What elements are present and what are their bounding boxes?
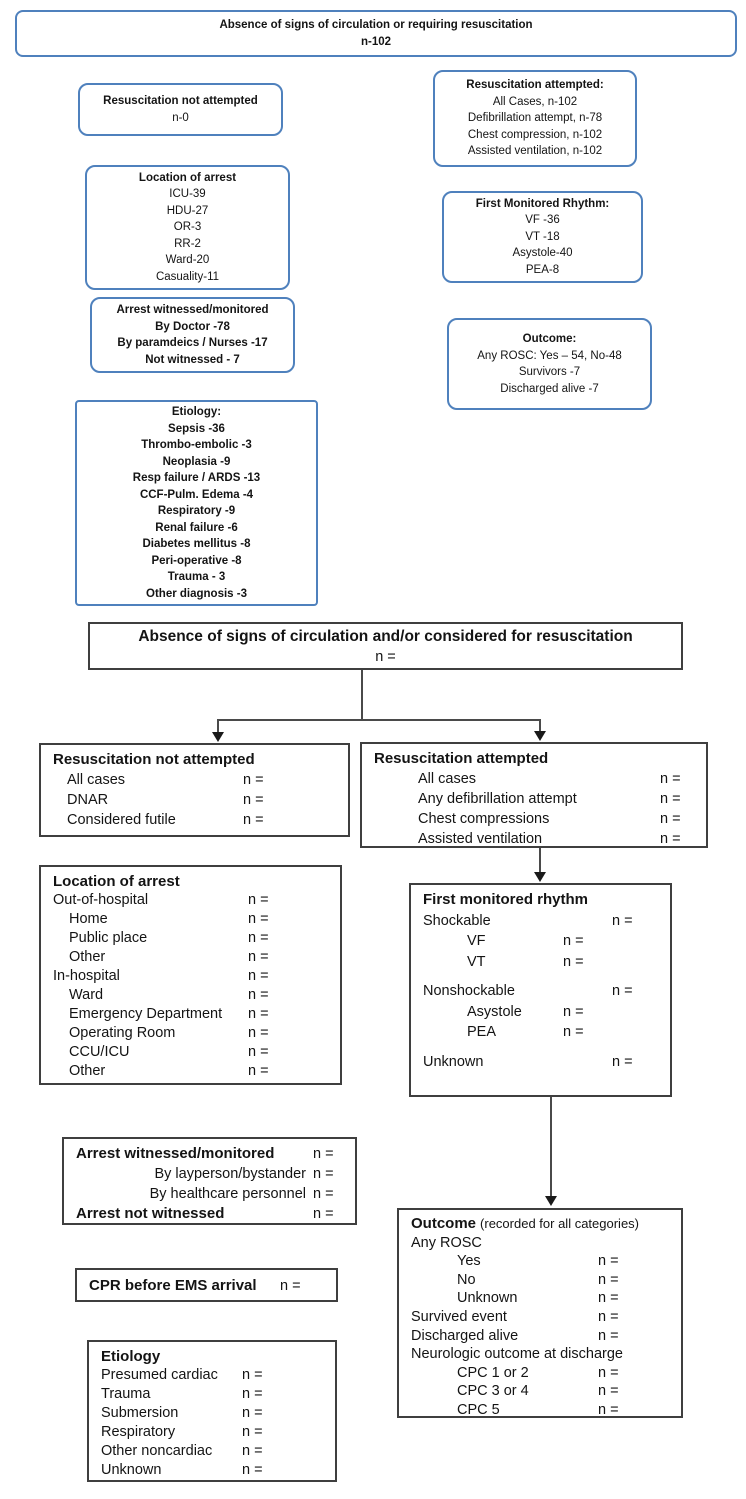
n-value: n = (313, 1206, 334, 1222)
n-value: n = (612, 912, 633, 929)
connector-line (217, 719, 541, 721)
list-item: Chest compression, n-102 (467, 128, 603, 141)
field-label: Survived event (411, 1308, 507, 1325)
n-value: n = (660, 771, 681, 787)
n-value: n-102 (360, 35, 392, 48)
field-row (411, 1234, 669, 1253)
field-row (53, 910, 328, 929)
n-value: n = (248, 911, 269, 927)
field-row (76, 1184, 334, 1204)
field-label: VT (467, 953, 486, 970)
box-title: Etiology (101, 1348, 161, 1365)
field-row (101, 1442, 323, 1461)
n-value: n-0 (172, 111, 189, 124)
list-item: By paramdeics / Nurses -17 (117, 337, 268, 349)
n-value: n = (598, 1383, 619, 1400)
list-item: Asystole-40 (512, 247, 573, 260)
field-row (423, 1052, 658, 1073)
field-row (76, 1204, 343, 1224)
box-title: Resuscitation not attempted (103, 95, 258, 107)
template-box-header (88, 622, 683, 670)
n-value: n = (598, 1364, 619, 1381)
list-item: Sepsis -36 (168, 422, 225, 435)
field-row (53, 948, 328, 967)
list-item: Survivors -7 (518, 366, 581, 378)
n-value: n = (563, 953, 584, 970)
box-subtitle: (recorded for all categories) (480, 1216, 640, 1231)
list-item: Assisted ventilation, n-102 (467, 145, 603, 158)
field-row (53, 967, 328, 986)
spacer (423, 972, 658, 981)
field-label: Other noncardiac (101, 1443, 213, 1459)
template-box-outcome (397, 1208, 683, 1418)
flow-box-outcome (447, 318, 652, 410)
list-item: Ward-20 (165, 254, 210, 267)
field-row (53, 810, 336, 830)
list-item: Casuality-11 (155, 270, 220, 283)
n-value: n = (243, 792, 264, 808)
field-row (101, 1366, 323, 1385)
field-label: No (457, 1271, 476, 1288)
list-item: Discharged alive -7 (500, 382, 599, 395)
field-row (89, 1275, 324, 1297)
list-item: By Doctor -78 (155, 320, 230, 333)
n-value: n = (598, 1290, 619, 1307)
field-row (423, 952, 658, 973)
list-item: Peri-operative -8 (151, 554, 242, 567)
n-value: n = (375, 649, 396, 665)
n-value: n = (243, 772, 264, 788)
field-label: In-hospital (53, 968, 120, 984)
field-row (411, 1271, 669, 1290)
field-label: Shockable (423, 912, 491, 929)
list-item: Not witnessed - 7 (145, 353, 240, 366)
field-label: Arrest not witnessed (76, 1205, 225, 1222)
list-item: Trauma - 3 (167, 571, 226, 583)
n-value: n = (248, 987, 269, 1003)
n-value: n = (248, 1063, 269, 1079)
field-label: Neurologic outcome at discharge (411, 1346, 623, 1363)
field-label: Trauma (101, 1386, 151, 1402)
field-label: Submersion (101, 1405, 179, 1421)
box-title: Absence of signs of circulation and/or considered for resuscitation (138, 628, 633, 645)
list-item: HDU-27 (166, 204, 209, 217)
field-label: Other (69, 949, 106, 965)
n-value: n = (242, 1424, 263, 1440)
field-row (101, 1385, 323, 1404)
connector-line (539, 848, 541, 873)
box-title: Absence of signs of circulation or requiring resuscitation (219, 19, 533, 31)
flow-box-resuscitation-attempted (433, 70, 637, 167)
list-item: Diabetes mellitus -8 (142, 538, 251, 550)
field-label: Other (69, 1063, 106, 1079)
box-title: Resuscitation attempted: (466, 79, 604, 92)
field-row (53, 929, 328, 948)
field-label: Public place (69, 930, 148, 946)
flow-box-resuscitation-not-attempted (78, 83, 283, 136)
field-row (53, 986, 328, 1005)
field-label: Nonshockable (423, 983, 515, 999)
box-title: Etiology: (171, 406, 222, 418)
field-row (411, 1252, 669, 1271)
field-label: Unknown (101, 1462, 162, 1478)
field-row (374, 809, 694, 829)
field-row (101, 1423, 323, 1442)
field-row (76, 1164, 334, 1184)
n-value: n = (248, 968, 269, 984)
n-value: n = (598, 1308, 619, 1325)
field-row (53, 790, 336, 810)
n-value: n = (598, 1253, 619, 1270)
field-label: Operating Room (69, 1025, 176, 1041)
template-box-location-of-arrest (39, 865, 342, 1085)
field-row (53, 1043, 328, 1062)
field-row (101, 1461, 323, 1480)
field-row (411, 1345, 669, 1364)
field-label: DNAR (67, 792, 109, 808)
field-row (411, 1327, 669, 1346)
field-label: Discharged alive (411, 1327, 519, 1344)
list-item: Thrombo-embolic -3 (141, 439, 252, 451)
n-value: n = (248, 1006, 269, 1022)
box-title: Resuscitation not attempted (53, 751, 255, 768)
field-label: Ward (69, 987, 104, 1003)
n-value: n = (598, 1327, 619, 1344)
field-label: VF (467, 933, 486, 949)
list-item: VF -36 (525, 214, 560, 227)
field-label: Unknown (423, 1053, 484, 1070)
template-box-arrest-witnessed (62, 1137, 357, 1225)
n-value: n = (598, 1401, 619, 1418)
list-item: Any ROSC: Yes – 54, No-48 (477, 349, 622, 362)
list-item: Defibrillation attempt, n-78 (467, 112, 603, 125)
field-label: Respiratory (101, 1424, 176, 1440)
field-row (53, 1062, 328, 1081)
field-label: CPC 5 (457, 1401, 500, 1418)
list-item: ICU-39 (169, 188, 206, 201)
arrow-down-icon (534, 731, 546, 741)
field-row (411, 1308, 669, 1327)
field-row (53, 1024, 328, 1043)
n-value: n = (313, 1166, 334, 1182)
flow-box-arrest-witnessed (90, 297, 295, 373)
field-label: CPC 1 or 2 (457, 1364, 529, 1381)
flow-box-location-of-arrest (85, 165, 290, 290)
template-box-first-monitored-rhythm (409, 883, 672, 1097)
field-row (423, 981, 658, 1002)
field-label: Arrest witnessed/monitored (76, 1145, 275, 1162)
arrow-down-icon (545, 1196, 557, 1206)
field-label: Home (69, 911, 108, 927)
n-value: n = (563, 933, 584, 949)
field-row (411, 1382, 669, 1401)
list-item: CCF-Pulm. Edema -4 (139, 488, 254, 501)
n-value: n = (248, 1044, 269, 1060)
field-row (411, 1401, 669, 1420)
box-title: Resuscitation attempted (374, 750, 549, 767)
spacer (423, 1043, 658, 1052)
box-title-row (411, 1215, 669, 1234)
n-value: n = (280, 1278, 301, 1294)
n-value: n = (248, 949, 269, 965)
n-value: n = (313, 1146, 334, 1162)
n-value: n = (242, 1386, 263, 1402)
field-label: By healthcare personnel (149, 1186, 306, 1202)
n-value: n = (248, 1025, 269, 1041)
template-box-resuscitation-not-attempted (39, 743, 350, 837)
field-label: CPC 3 or 4 (457, 1383, 529, 1400)
template-box-cpr-before-ems (75, 1268, 338, 1302)
field-label: Emergency Department (69, 1006, 223, 1022)
list-item: Renal failure -6 (155, 521, 238, 534)
field-row (423, 911, 658, 932)
list-item: Neoplasia -9 (162, 455, 231, 468)
field-label: Chest compressions (418, 811, 550, 827)
field-row (411, 1364, 669, 1383)
box-title: Location of arrest (138, 171, 237, 184)
n-value: n = (563, 1003, 584, 1020)
list-item: RR-2 (174, 237, 201, 250)
connector-line (361, 670, 363, 719)
list-item: All Cases, n-102 (492, 95, 578, 108)
field-row (423, 1022, 658, 1043)
field-row (411, 1289, 669, 1308)
box-title: First monitored rhythm (423, 891, 589, 908)
field-label: Any ROSC (411, 1234, 482, 1251)
box-title: Arrest witnessed/monitored (116, 304, 269, 316)
template-box-resuscitation-attempted (360, 742, 708, 848)
field-label: Presumed cardiac (101, 1367, 218, 1383)
connector-line (550, 1097, 552, 1197)
field-label: Assisted ventilation (418, 831, 543, 847)
field-row (76, 1144, 343, 1164)
n-value: n = (313, 1186, 334, 1202)
flow-box-first-monitored-rhythm (442, 191, 643, 283)
field-label: CCU/ICU (69, 1044, 130, 1060)
n-value: n = (563, 1024, 584, 1040)
field-row (53, 770, 336, 790)
field-row (374, 769, 694, 789)
box-title: Location of arrest (53, 873, 180, 890)
field-row (53, 1005, 328, 1024)
list-item: Other diagnosis -3 (146, 587, 247, 600)
field-label: PEA (467, 1024, 497, 1040)
field-label: Out-of-hospital (53, 892, 149, 908)
field-row (53, 891, 328, 910)
n-value: n = (242, 1405, 263, 1421)
box-title: Outcome: (522, 333, 577, 345)
n-value: n = (242, 1367, 263, 1383)
list-item: OR-3 (173, 221, 202, 234)
field-label: All cases (67, 772, 126, 788)
arrow-down-icon (534, 872, 546, 882)
list-item: PEA-8 (525, 263, 560, 276)
n-value: n = (598, 1271, 619, 1288)
box-title: First Monitored Rhythm: (475, 197, 610, 210)
field-label: CPR before EMS arrival (89, 1277, 257, 1294)
n-value: n = (660, 811, 681, 827)
list-item: VT -18 (525, 230, 560, 243)
field-label: Unknown (457, 1290, 518, 1307)
field-label: Asystole (467, 1003, 522, 1020)
arrow-down-icon (212, 732, 224, 742)
field-label: All cases (418, 771, 477, 787)
field-row (374, 829, 694, 849)
field-label: Any defibrillation attempt (418, 791, 577, 807)
n-value: n = (660, 831, 681, 847)
n-value: n = (248, 892, 269, 908)
n-value: n = (612, 983, 633, 999)
field-row (101, 1404, 323, 1423)
n-value: n = (248, 930, 269, 946)
n-value: n = (242, 1443, 263, 1459)
n-value: n = (612, 1053, 633, 1070)
template-box-etiology (87, 1340, 337, 1482)
box-title: Outcome (411, 1215, 477, 1232)
flow-box-etiology (75, 400, 318, 606)
field-label: Yes (457, 1253, 481, 1270)
list-item: Respiratory -9 (157, 505, 236, 517)
field-label: By layperson/bystander (154, 1166, 306, 1182)
field-row (374, 789, 694, 809)
field-label: Considered futile (67, 812, 176, 828)
n-value: n = (243, 812, 264, 828)
n-value: n = (660, 791, 681, 807)
flow-box-overall-population (15, 10, 737, 57)
n-value: n = (242, 1462, 263, 1478)
list-item: Resp failure / ARDS -13 (132, 472, 261, 484)
field-row (423, 1002, 658, 1023)
field-row (423, 931, 658, 952)
